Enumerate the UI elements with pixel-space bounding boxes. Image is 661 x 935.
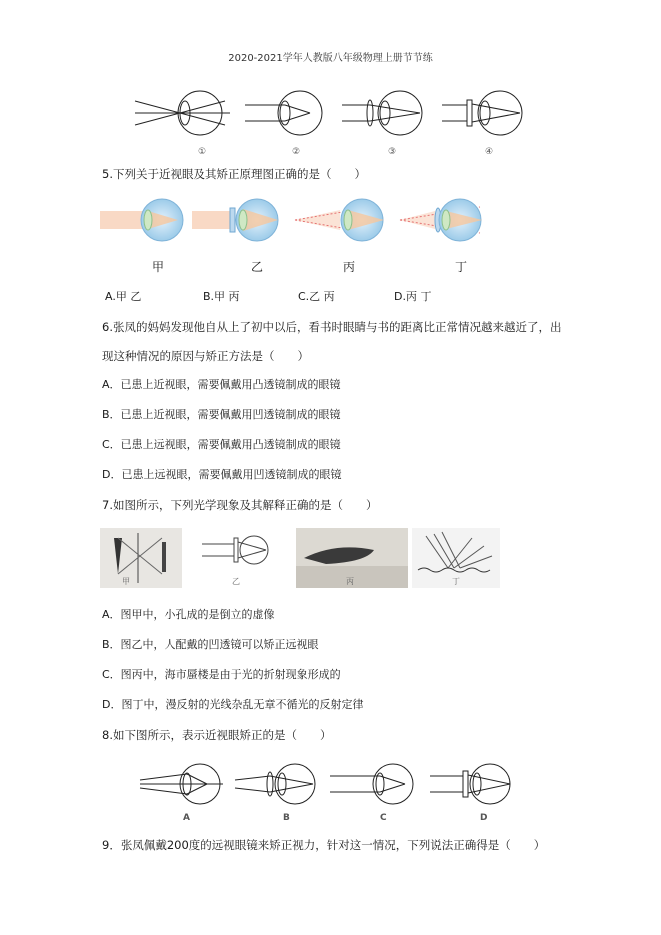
question-6-line-2: 现这种情况的原因与矫正方法是（ ）	[102, 349, 309, 363]
q8-label-c: C	[380, 813, 387, 823]
question-6-line-1: 6.张凤的妈妈发现他自从上了初中以后，看书时眼睛与书的距离比正常情况越来越近了，出	[102, 320, 562, 334]
q5-eye-ding	[400, 199, 482, 241]
q7-option-d: D．图丁中，漫反射的光线杂乱无章不循光的反射定律	[102, 698, 364, 711]
eye-diagram-2	[245, 91, 322, 135]
q7-label-ding: 丁	[452, 577, 460, 586]
page-header: 2020-2021学年人教版八年级物理上册节节练	[228, 53, 433, 64]
q8-label-a: A	[183, 813, 190, 823]
fig1-label-2: ②	[292, 147, 301, 157]
q7-option-a: A．图甲中，小孔成的是倒立的虚像	[102, 608, 275, 621]
fig1-label-3: ③	[388, 147, 397, 157]
q8-eye-d	[430, 764, 510, 804]
question-5: 5.下列关于近视眼及其矫正原理图正确的是（ ）	[102, 167, 366, 181]
q5-eye-bing	[295, 199, 384, 241]
q7-label-jia: 甲	[122, 577, 130, 586]
q8-eye-a	[140, 764, 223, 804]
question-7: 7.如图所示，下列光学现象及其解释正确的是（ ）	[102, 498, 378, 512]
question-8: 8.如下图所示，表示近视眼矫正的是（ ）	[102, 728, 332, 742]
q5-eye-figure	[100, 195, 500, 250]
q5-option-a: A.甲 乙	[105, 290, 142, 303]
eye-diagram-4	[442, 91, 522, 135]
q5-option-d: D.丙 丁	[394, 290, 432, 303]
q5-label-yi: 乙	[251, 260, 264, 274]
q7-photo-jia	[100, 528, 182, 588]
q7-label-bing: 丙	[346, 577, 354, 586]
q5-eye-jia	[100, 199, 183, 241]
q8-eye-figure	[135, 760, 535, 824]
eye-diagrams-figure-1	[130, 88, 530, 160]
q8-eye-b	[235, 764, 315, 804]
q8-eye-c	[330, 764, 413, 804]
q5-option-b: B.甲 丙	[203, 290, 240, 303]
fig1-label-4: ④	[485, 147, 494, 157]
q6-option-c: C．已患上远视眼，需要佩戴用凸透镜制成的眼镜	[102, 438, 341, 451]
fig1-label-1: ①	[198, 147, 207, 157]
q7-photo-yi	[190, 528, 280, 588]
q5-label-ding: 丁	[455, 260, 468, 274]
q6-option-d: D．已患上远视眼，需要佩戴用凹透镜制成的眼镜	[102, 468, 342, 481]
question-9: 9．张凤佩戴200度的远视眼镜来矫正视力，针对这一情况，下列说法正确得是（ ）	[102, 838, 546, 852]
q6-option-a: A．已患上近视眼，需要佩戴用凸透镜制成的眼镜	[102, 378, 341, 391]
q7-option-b: B．图乙中，人配戴的凹透镜可以矫正远视眼	[102, 638, 319, 651]
q7-photo-bing	[296, 528, 408, 588]
q7-option-c: C．图丙中，海市蜃楼是由于光的折射现象形成的	[102, 668, 341, 681]
eye-diagram-3	[342, 91, 422, 135]
q8-label-d: D	[480, 813, 488, 823]
q5-eye-yi	[192, 199, 278, 241]
q7-photo-ding	[412, 528, 500, 588]
eye-diagram-1	[135, 91, 230, 135]
q5-option-c: C.乙 丙	[298, 290, 335, 303]
q5-label-bing: 丙	[343, 260, 356, 274]
q6-option-b: B．已患上近视眼，需要佩戴用凹透镜制成的眼镜	[102, 408, 341, 421]
q5-label-jia: 甲	[152, 260, 165, 274]
q7-label-yi: 乙	[232, 577, 240, 586]
q8-label-b: B	[283, 813, 290, 823]
